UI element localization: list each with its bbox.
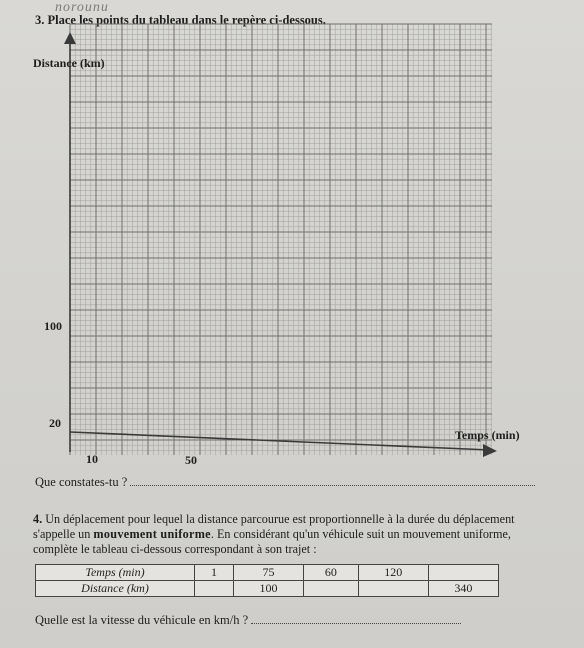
table-row-distance: [36, 581, 499, 597]
time-distance-table: [35, 564, 499, 597]
y-tick-20: 20: [49, 416, 61, 430]
minor-grid-lines: [70, 24, 492, 455]
exercise-4-text-end: . En considérant qu'un véhicule suit un mouvement uniforme, complète le tableau ci-dessous correspondant à son trajet :: [33, 527, 511, 556]
exercise-4-number: 4.: [33, 512, 43, 526]
question-observation: [35, 475, 535, 490]
answer-line[interactable]: [130, 485, 535, 486]
table-cell[interactable]: [195, 581, 234, 597]
speed-answer-line[interactable]: [251, 623, 461, 624]
row-header-distance: Distance (km): [36, 581, 195, 597]
y-tick-100: 100: [44, 319, 62, 333]
table-cell[interactable]: 100: [233, 581, 303, 597]
table-cell[interactable]: 340: [428, 581, 498, 597]
x-axis-label: Temps (min): [455, 428, 520, 442]
question-speed: [35, 613, 461, 628]
table-cell[interactable]: 75: [233, 565, 303, 581]
handwritten-scribble: norounu: [55, 0, 109, 15]
keyword-uniform-motion: mouvement uniforme: [93, 527, 211, 541]
table-cell[interactable]: 60: [304, 565, 359, 581]
x-tick-50: 50: [185, 453, 197, 467]
row-header-time: Temps (min): [36, 565, 195, 581]
x-tick-10: 10: [86, 452, 98, 466]
table-cell[interactable]: 120: [358, 565, 428, 581]
y-axis-label: Distance (km): [33, 56, 105, 70]
x-axis-arrow: [483, 444, 497, 457]
table-cell[interactable]: [358, 581, 428, 597]
question-observation-text: Que constates-tu ?: [35, 475, 128, 489]
table-row-time: [36, 565, 499, 581]
y-axis-arrow: [64, 32, 76, 44]
table-cell[interactable]: 1: [195, 565, 234, 581]
table-cell[interactable]: [428, 565, 498, 581]
question-speed-text: Quelle est la vitesse du véhicule en km/h ?: [35, 613, 249, 627]
table-cell[interactable]: [304, 581, 359, 597]
exercise-3-heading: 3. Place les points du tableau dans le repère ci-dessous.: [35, 13, 326, 27]
exercise-4-text-start: Un déplacement pour lequel la distance parcourue est proportionnelle à la durée du déplacement s'appelle un: [33, 512, 515, 541]
exercise-4-paragraph: [33, 512, 553, 557]
